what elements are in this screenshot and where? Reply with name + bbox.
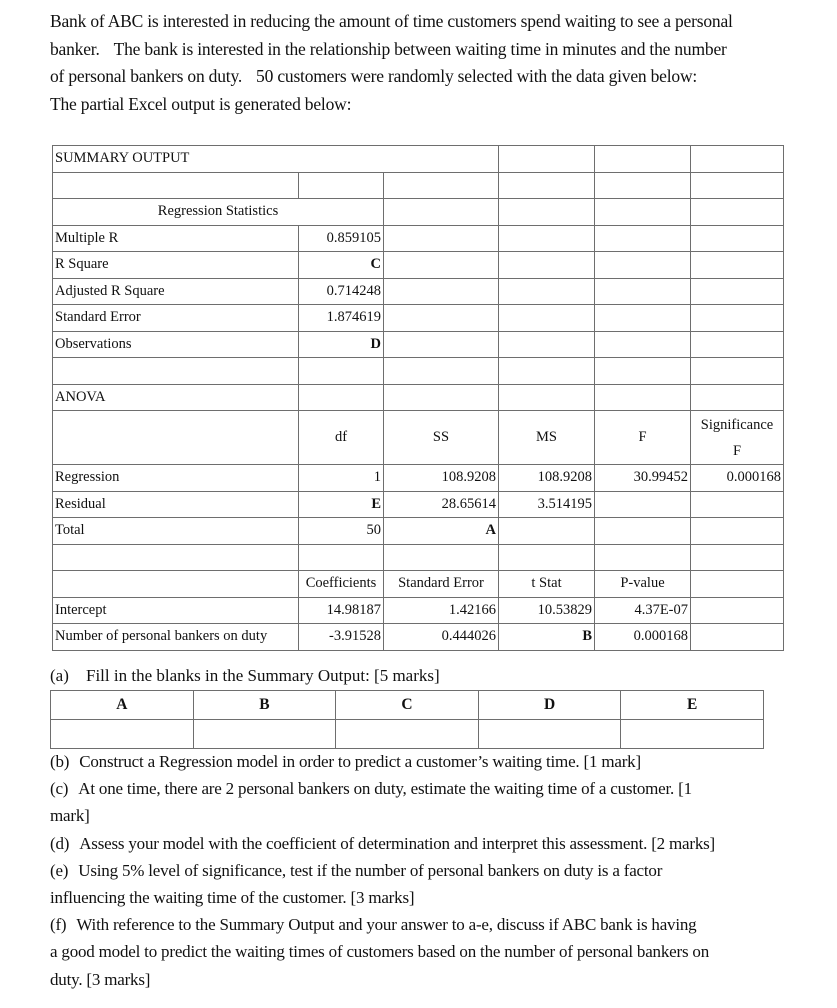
question-f-cont2: duty. [3 marks] (50, 969, 151, 989)
summary-title: SUMMARY OUTPUT (53, 146, 499, 173)
significance-f-header: Significance F (691, 411, 784, 465)
anova-header-row: df SS MS F Significance F (53, 411, 784, 465)
coefficient-row: Number of personal bankers on duty -3.91528 0.444026 B 0.000168 (53, 624, 784, 651)
question-c-cont: mark] (50, 806, 90, 826)
blank-b: B (499, 624, 595, 651)
question-f-cont: a good model to predict the waiting times of customers based on the number of personal bankers on (50, 942, 710, 962)
answer-d-cell[interactable] (478, 720, 621, 749)
intro-line-3: of personal bankers on duty. 50 customers were randomly selected with the data given below: (50, 66, 698, 86)
stat-row: Standard Error 1.874619 (53, 305, 784, 332)
blank-a: A (384, 518, 499, 545)
coefficients-header-row: Coefficients Standard Error t Stat P-value (53, 571, 784, 598)
summary-title-row (53, 146, 784, 173)
question-c: (c) At one time, there are 2 personal bankers on duty, estimate the waiting time of a customer. [1 (50, 779, 692, 799)
question-list (50, 748, 780, 993)
stat-row: Multiple R 0.859105 (53, 225, 784, 252)
problem-statement (50, 8, 780, 118)
stat-row: Observations D (53, 331, 784, 358)
empty-row (53, 358, 784, 385)
stat-row: Adjusted R Square 0.714248 (53, 278, 784, 305)
question-f: (f) With reference to the Summary Output and your answer to a-e, discuss if ABC bank is having (50, 915, 697, 935)
stat-row: R Square C (53, 252, 784, 279)
answer-e-cell[interactable] (621, 720, 764, 749)
intro-line-4: The partial Excel output is generated below: (50, 93, 352, 114)
blank-e: E (299, 491, 384, 518)
anova-row: Total 50 A (53, 518, 784, 545)
coefficient-row: Intercept 14.98187 1.42166 10.53829 4.37E-07 (53, 597, 784, 624)
empty-row (53, 544, 784, 571)
summary-output-table (52, 145, 784, 651)
anova-row: Regression 1 108.9208 108.9208 30.99452 0.000168 (53, 465, 784, 492)
anova-title: ANOVA (53, 384, 299, 411)
empty-row (53, 172, 784, 199)
question-b: (b) Construct a Regression model in order to predict a customer’s waiting time. [1 mark] (50, 752, 641, 771)
blank-d: D (299, 331, 384, 358)
anova-title-row (53, 384, 784, 411)
blank-c: C (299, 252, 384, 279)
anova-row: Residual E 28.65614 3.514195 (53, 491, 784, 518)
question-a: (a) Fill in the blanks in the Summary Output: [5 marks] (50, 666, 440, 685)
question-e: (e) Using 5% level of significance, test if the number of personal bankers on duty is a factor (50, 860, 663, 880)
regression-statistics-header-row (53, 199, 784, 226)
answer-a-cell[interactable] (51, 720, 194, 749)
answer-c-cell[interactable] (336, 720, 479, 749)
question-e-cont: influencing the waiting time of the customer. [3 marks] (50, 888, 415, 908)
intro-line-1: Bank of ABC is interested in reducing the amount of time customers spend waiting to see a personal (50, 11, 733, 31)
question-d: (d) Assess your model with the coefficient of determination and interpret this assessment. [2 marks] (50, 833, 716, 853)
answer-header-row: A B C D E (51, 691, 764, 720)
regression-statistics-header: Regression Statistics (53, 199, 384, 226)
answer-table (50, 690, 764, 749)
answer-input-row (51, 720, 764, 749)
answer-b-cell[interactable] (193, 720, 336, 749)
intro-line-2: banker. The bank is interested in the relationship between waiting time in minutes and the number (50, 38, 727, 59)
